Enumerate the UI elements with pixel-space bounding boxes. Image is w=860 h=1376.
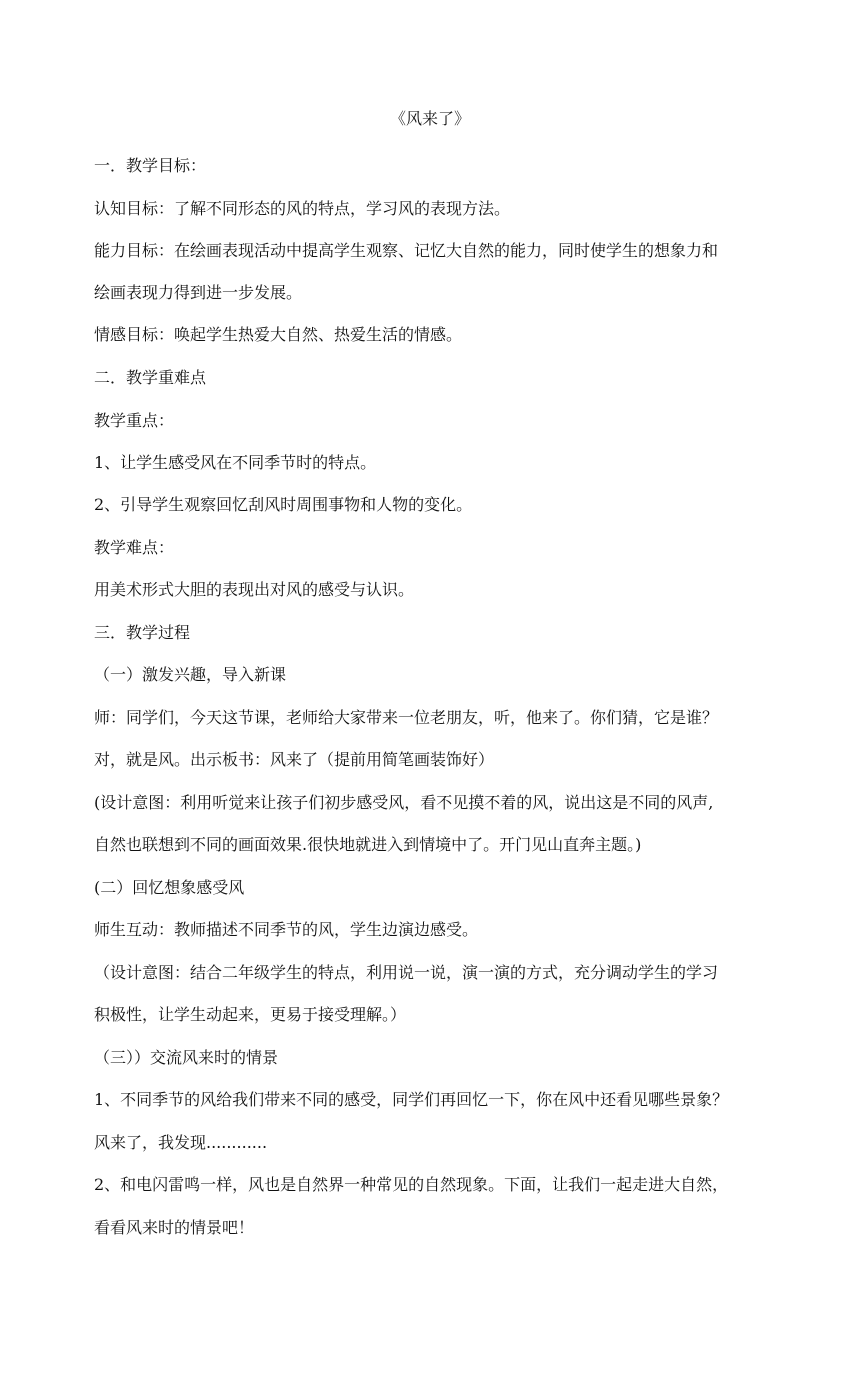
- paragraph-line: (设计意图：利用听觉来让孩子们初步感受风，看不见摸不着的风，说出这是不同的风声,: [94, 793, 714, 812]
- subsection-heading: (二）回忆想象感受风: [94, 878, 245, 897]
- section-heading-process: 三．教学过程: [94, 623, 191, 642]
- paragraph-line: 教学难点：: [94, 538, 175, 557]
- paragraph-line: 能力目标：在绘画表现活动中提高学生观察、记忆大自然的能力，同时使学生的想象力和: [94, 241, 719, 260]
- paragraph-line: 2、和电闪雷鸣一样，风也是自然界一种常见的自然现象。下面，让我们一起走进大自然，: [94, 1175, 729, 1194]
- subsection-heading: （三））交流风来时的情景: [94, 1048, 279, 1067]
- paragraph-line: 用美术形式大胆的表现出对风的感受与认识。: [94, 580, 415, 599]
- paragraph-line: 看看风来时的情景吧！: [94, 1218, 255, 1237]
- paragraph-line: 师生互动：教师描述不同季节的风，学生边演边感受。: [94, 920, 479, 939]
- paragraph-line: （设计意图：结合二年级学生的特点，利用说一说，演一演的方式，充分调动学生的学习: [94, 963, 719, 982]
- paragraph-line: 2、引导学生观察回忆刮风时周围事物和人物的变化。: [94, 495, 473, 514]
- paragraph-line: 认知目标：了解不同形态的风的特点，学习风的表现方法。: [94, 199, 511, 218]
- paragraph-line: 1、让学生感受风在不同季节时的特点。: [94, 453, 377, 472]
- paragraph-line: 教学重点：: [94, 411, 175, 430]
- paragraph-line: 风来了，我发现............: [94, 1133, 268, 1152]
- paragraph-line: 自然也联想到不同的画面效果.很快地就进入到情境中了。开门见山直奔主题。): [94, 835, 642, 854]
- subsection-heading: （一）激发兴趣，导入新课: [94, 665, 287, 684]
- paragraph-line: 对，就是风。出示板书：风来了（提前用简笔画装饰好）: [94, 750, 495, 769]
- paragraph-line: 绘画表现力得到进一步发展。: [94, 283, 303, 302]
- paragraph-line: 1、不同季节的风给我们带来不同的感受，同学们再回忆一下，你在风中还看见哪些景象？: [94, 1090, 729, 1109]
- paragraph-line: 情感目标：唤起学生热爱大自然、热爱生活的情感。: [94, 325, 463, 344]
- section-heading-objectives: 一．教学目标：: [94, 156, 207, 175]
- paragraph-line: 师：同学们，今天这节课，老师给大家带来一位老朋友，听，他来了。你们猜，它是谁？: [94, 708, 719, 727]
- paragraph-line: 积极性，让学生动起来，更易于接受理解。）: [94, 1005, 407, 1024]
- section-heading-key-points: 二．教学重难点: [94, 368, 207, 387]
- document-title: 《风来了》: [389, 109, 470, 128]
